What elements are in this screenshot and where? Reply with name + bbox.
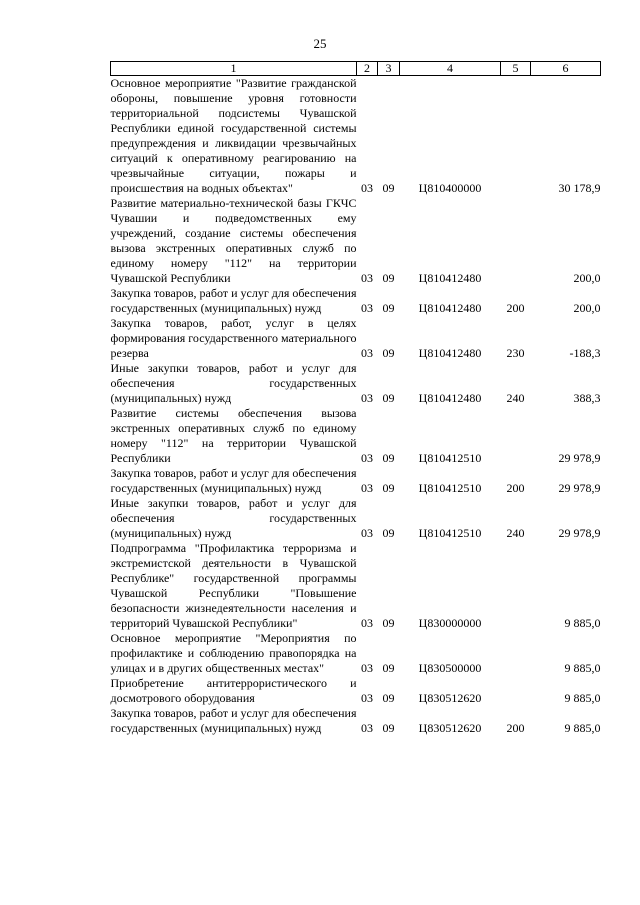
- row-subsection: 09: [382, 721, 395, 735]
- row-subsection: 09: [382, 616, 395, 630]
- row-amount: -188,3: [569, 346, 601, 360]
- row-subsection: 09: [382, 661, 395, 675]
- row-amount: 9 885,0: [564, 721, 601, 735]
- header-col-2: 2: [357, 62, 378, 76]
- table-row: [111, 676, 601, 706]
- row-expense-type: [501, 196, 531, 286]
- header-col-4: 4: [400, 62, 501, 76]
- row-subsection: 09: [382, 691, 395, 705]
- row-name: Подпрограмма "Профилактика терроризма и экстремистской деятельности в Чувашской Республике" государственной программы Чувашской Республики "Повышение безопасности жизнедеятельности населения и территорий Чувашской Республики": [110, 541, 357, 630]
- row-name: Приобретение антитеррористического и досмотрового оборудования: [110, 676, 357, 705]
- row-section: 03: [361, 346, 373, 360]
- row-name: Закупка товаров, работ и услуг для обеспечения государственных (муниципальных) нужд: [110, 286, 357, 315]
- table-row: [111, 196, 601, 286]
- table-header: [111, 62, 601, 76]
- row-expense-type: 240: [506, 526, 525, 540]
- row-target-code: Ц830500000: [418, 661, 482, 675]
- row-expense-type: [501, 676, 531, 706]
- row-section: 03: [361, 181, 373, 195]
- header-col-6: 6: [531, 62, 601, 76]
- table-row: [111, 361, 601, 406]
- row-expense-type: [501, 631, 531, 676]
- row-name: Развитие материально-технической базы ГКЧС Чувашии и подведомственных ему учреждений, создание системы обеспечения вызова экстренных оперативных служб по единому номеру "112" на территории Чувашской Республики: [110, 196, 357, 285]
- table-row: [111, 286, 601, 316]
- header-col-5: 5: [501, 62, 531, 76]
- row-name: Иные закупки товаров, работ и услуг для обеспечения государственных (муниципальных) нужд: [110, 496, 357, 540]
- header-col-3: 3: [378, 62, 400, 76]
- row-expense-type: 240: [506, 391, 525, 405]
- row-expense-type: [501, 76, 531, 197]
- row-amount: 200,0: [573, 271, 601, 285]
- row-subsection: 09: [382, 271, 395, 285]
- row-section: 03: [361, 301, 373, 315]
- row-section: 03: [361, 526, 373, 540]
- row-section: 03: [361, 271, 373, 285]
- row-subsection: 09: [382, 346, 395, 360]
- row-section: 03: [361, 661, 373, 675]
- row-subsection: 09: [382, 526, 395, 540]
- row-section: 03: [361, 391, 373, 405]
- row-amount: 9 885,0: [564, 661, 601, 675]
- table-row: [111, 496, 601, 541]
- row-name: Основное мероприятие "Мероприятия по профилактике и соблюдению правопорядка на улицах и в других общественных местах": [110, 631, 357, 675]
- row-amount: 30 178,9: [558, 181, 601, 195]
- row-amount: 388,3: [573, 391, 601, 405]
- table-body: [111, 76, 601, 737]
- table-row: [111, 406, 601, 466]
- row-expense-type: 200: [506, 481, 525, 495]
- row-target-code: Ц810412480: [418, 301, 482, 315]
- table-row: [111, 706, 601, 736]
- header-col-1: 1: [111, 62, 357, 76]
- row-target-code: Ц810412510: [418, 526, 482, 540]
- row-subsection: 09: [382, 301, 395, 315]
- row-target-code: Ц810400000: [418, 181, 482, 195]
- row-name: Закупка товаров, работ и услуг для обеспечения государственных (муниципальных) нужд: [110, 466, 357, 495]
- header-row: [111, 62, 601, 76]
- row-section: 03: [361, 616, 373, 630]
- row-target-code: Ц810412480: [418, 271, 482, 285]
- row-target-code: Ц810412480: [418, 391, 482, 405]
- table-row: [111, 76, 601, 197]
- row-subsection: 09: [382, 181, 395, 195]
- row-amount: 9 885,0: [564, 691, 601, 705]
- row-target-code: Ц830512620: [418, 721, 482, 735]
- row-name: Иные закупки товаров, работ и услуг для обеспечения государственных (муниципальных) нужд: [110, 361, 357, 405]
- row-name: Развитие системы обеспечения вызова экстренных оперативных служб по единому номеру "112" на территории Чувашской Республики: [110, 406, 357, 465]
- row-expense-type: [501, 541, 531, 631]
- table-row: [111, 631, 601, 676]
- row-expense-type: [501, 406, 531, 466]
- table-row: [111, 466, 601, 496]
- page-number: 25: [313, 36, 327, 51]
- row-expense-type: 230: [506, 346, 525, 360]
- row-name: Закупка товаров, работ и услуг для обеспечения государственных (муниципальных) нужд: [110, 706, 357, 735]
- row-section: 03: [361, 481, 373, 495]
- row-section: 03: [361, 691, 373, 705]
- row-target-code: Ц830000000: [418, 616, 482, 630]
- row-amount: 29 978,9: [558, 481, 601, 495]
- row-expense-type: 200: [506, 721, 525, 735]
- row-target-code: Ц810412480: [418, 346, 482, 360]
- row-amount: 9 885,0: [564, 616, 601, 630]
- budget-table: [110, 61, 601, 736]
- row-amount: 200,0: [573, 301, 601, 315]
- row-expense-type: 200: [506, 301, 525, 315]
- row-name: Основное мероприятие "Развитие гражданской обороны, повышение уровня готовности территориальной подсистемы Чувашской Республики единой государственной системы предупреждения и ликвидации чрезвычайных ситуаций к оперативному реагированию на чрезвычайные ситуации, пожары и происшествия на водных объектах": [110, 76, 357, 195]
- table-row: [111, 316, 601, 361]
- table-row: [111, 541, 601, 631]
- row-subsection: 09: [382, 451, 395, 465]
- row-section: 03: [361, 721, 373, 735]
- row-target-code: Ц810412510: [418, 451, 482, 465]
- row-subsection: 09: [382, 391, 395, 405]
- row-amount: 29 978,9: [558, 451, 601, 465]
- row-subsection: 09: [382, 481, 395, 495]
- row-target-code: Ц830512620: [418, 691, 482, 705]
- row-target-code: Ц810412510: [418, 481, 482, 495]
- row-amount: 29 978,9: [558, 526, 601, 540]
- row-name: Закупка товаров, работ, услуг в целях формирования государственного материального резерва: [110, 316, 357, 360]
- row-section: 03: [361, 451, 373, 465]
